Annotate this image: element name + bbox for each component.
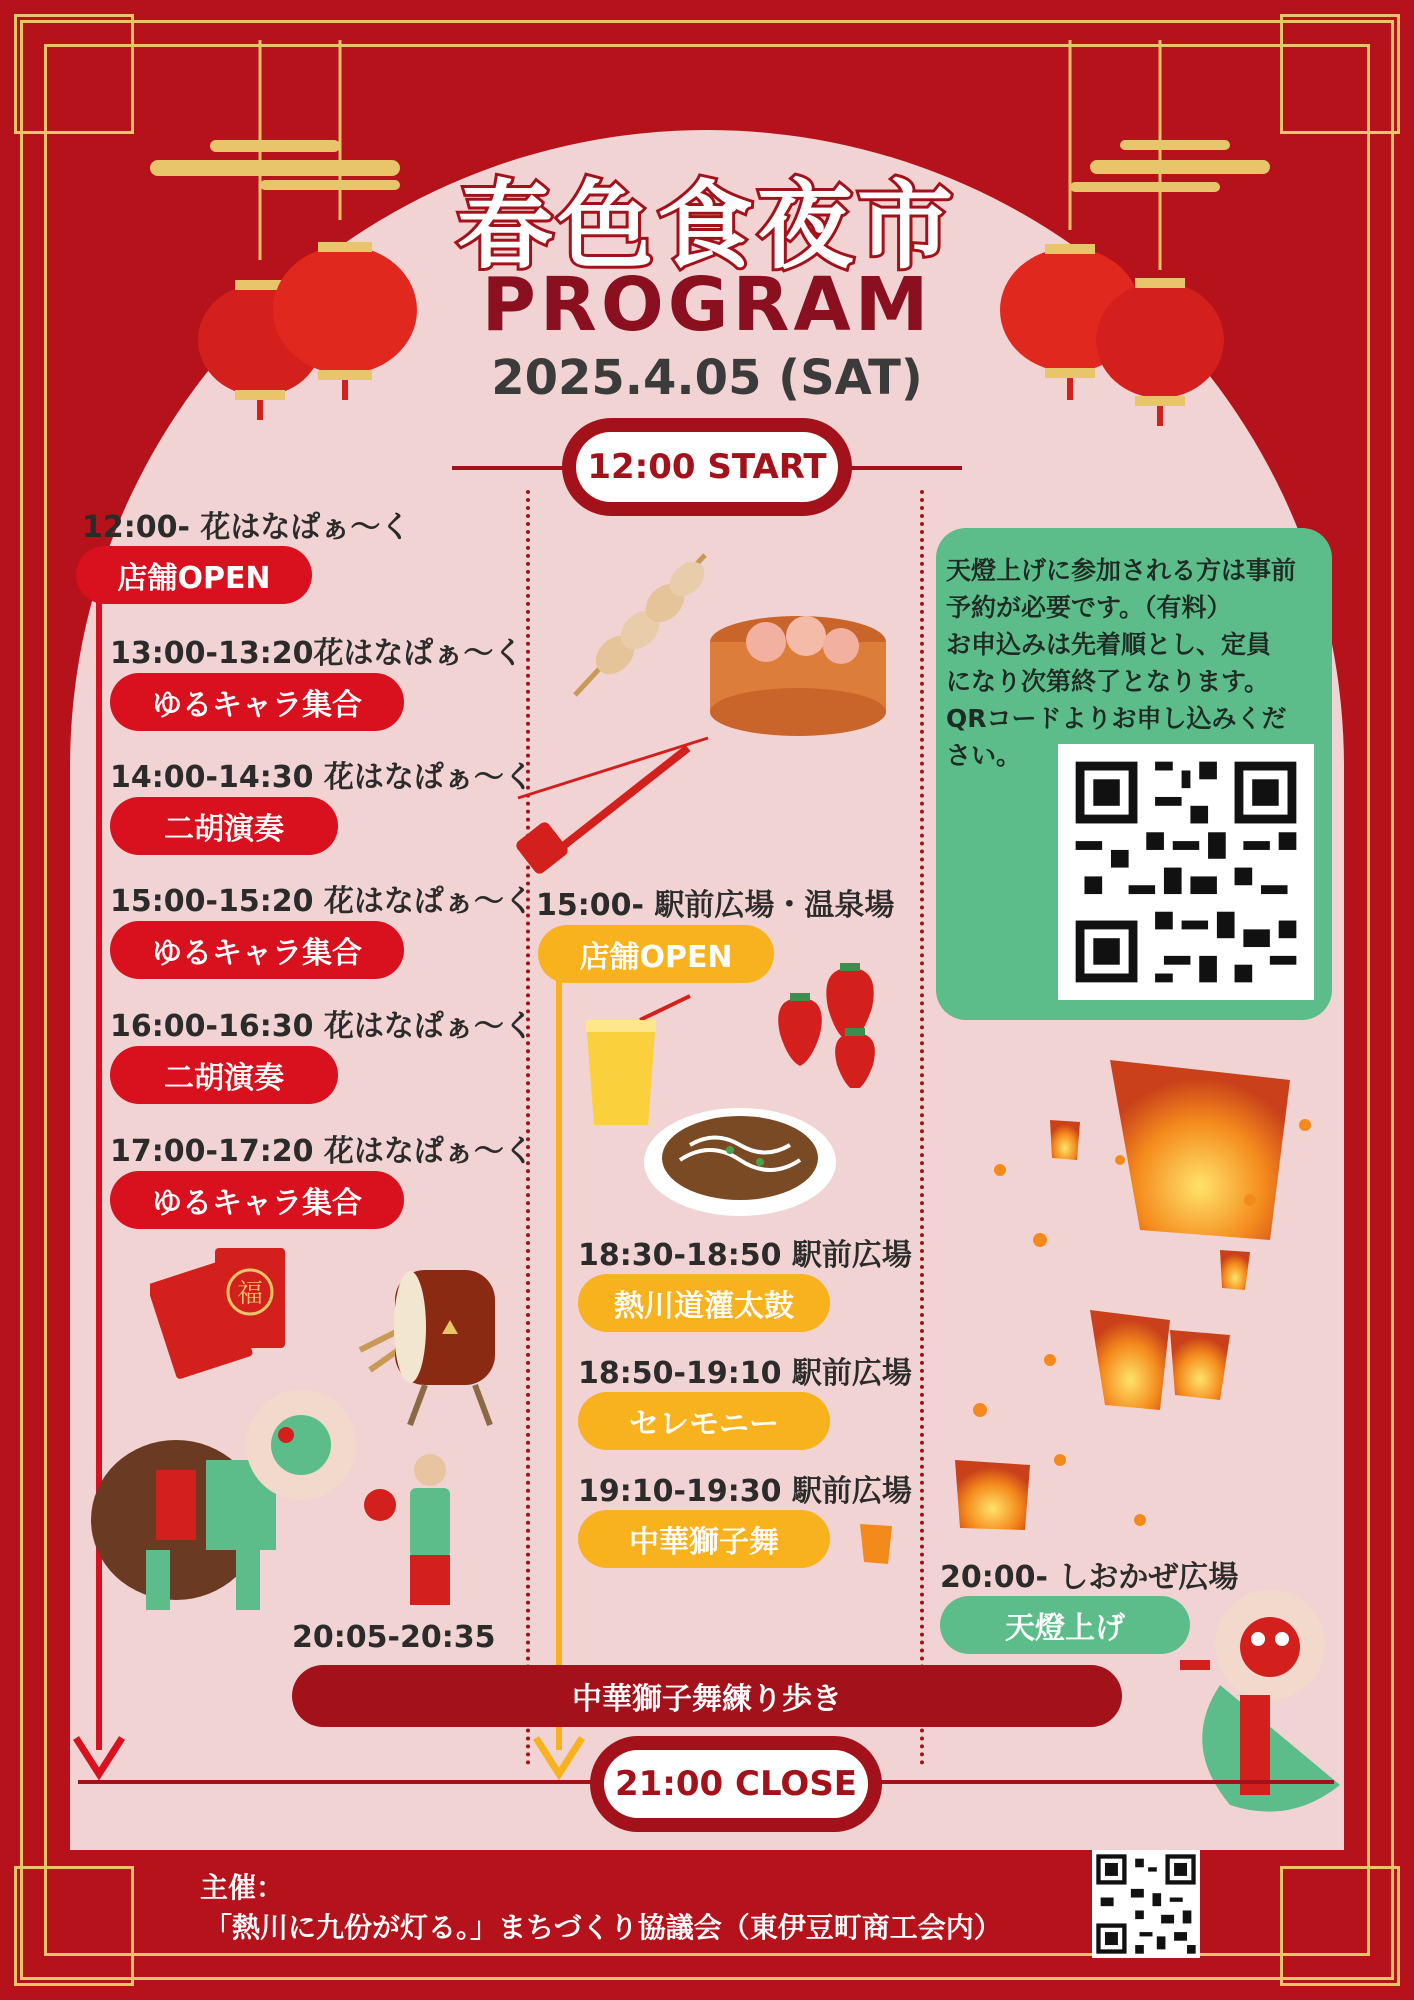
left-event-4-time: 16:00-16:30 花はなぱぁ～く bbox=[110, 1009, 534, 1044]
dancer-icon bbox=[360, 1450, 490, 1620]
close-badge bbox=[590, 1736, 882, 1832]
middle-timeline-arrow-icon bbox=[532, 1730, 586, 1780]
left-event-5-tag: ゆるキャラ集合 bbox=[110, 1171, 404, 1229]
left-event-3-time: 15:00-15:20 花はなぱぁ～く bbox=[110, 884, 534, 919]
dumpling-steamer-icon bbox=[706, 612, 891, 737]
strawberry-icon bbox=[770, 958, 890, 1088]
left-event-1-tag: ゆるキャラ集合 bbox=[110, 673, 404, 731]
left-event-3-tag: ゆるキャラ集合 bbox=[110, 921, 404, 979]
info-line-5: QRコードよりお申し込みくだ bbox=[946, 704, 1287, 733]
frame-corner-bottom-right bbox=[1280, 1866, 1400, 1986]
event-date: 2025.4.05 (SAT) bbox=[491, 350, 923, 406]
parade-bar: 中華獅子舞練り歩き bbox=[292, 1665, 1122, 1727]
right-event-tag: 天燈上げ bbox=[940, 1596, 1190, 1654]
okonomiyaki-icon bbox=[640, 1100, 840, 1220]
red-envelope-icon bbox=[150, 1240, 300, 1380]
left-event-5-time: 17:00-17:20 花はなぱぁ～く bbox=[110, 1134, 534, 1169]
middle-event-3-time: 19:10-19:30 駅前広場 bbox=[578, 1474, 912, 1509]
middle-event-3-tag: 中華獅子舞 bbox=[578, 1510, 830, 1568]
left-shop-open-tag: 店舗OPEN bbox=[76, 546, 312, 604]
parade-time: 20:05-20:35 bbox=[292, 1620, 496, 1655]
left-timeline-arrow-icon bbox=[72, 1730, 126, 1780]
skewer-icon bbox=[555, 545, 715, 705]
info-line-3: お申込みは先着順とし、定員 bbox=[946, 630, 1272, 659]
start-badge bbox=[562, 418, 852, 516]
start-label: 12:00 START bbox=[576, 432, 838, 502]
info-line-6: さい。 bbox=[946, 741, 1022, 770]
middle-intro-time: 15:00- 駅前広場・温泉場 bbox=[536, 888, 895, 923]
lion-dance-icon bbox=[86, 1370, 356, 1620]
info-line-4: になり次第終了となります。 bbox=[946, 667, 1270, 696]
middle-timeline-line bbox=[556, 980, 562, 1750]
middle-event-2-time: 18:50-19:10 駅前広場 bbox=[578, 1356, 912, 1391]
info-line-2: 予約が必要です。（有料） bbox=[946, 593, 1232, 622]
drum-icon bbox=[350, 1260, 510, 1430]
organizer-label: 主催： bbox=[200, 1871, 285, 1904]
frame-corner-top-left bbox=[14, 14, 134, 134]
organizer-name: 「熱川に九份が灯る。」まちづくり協議会（東伊豆町商工会内） bbox=[204, 1911, 1002, 1944]
erhu-icon bbox=[508, 728, 728, 878]
left-event-2-time: 14:00-14:30 花はなぱぁ～く bbox=[110, 760, 534, 795]
left-event-1-time: 13:00-13:20花はなぱぁ～く bbox=[110, 636, 524, 671]
left-intro-time: 12:00- 花はなぱぁ～く bbox=[82, 510, 411, 545]
left-event-2-tag: 二胡演奏 bbox=[110, 797, 338, 855]
middle-event-1-tag: 熱川道灌太鼓 bbox=[578, 1274, 830, 1332]
middle-shop-open-tag: 店舗OPEN bbox=[538, 925, 774, 983]
info-line-1: 天燈上げに参加される方は事前 bbox=[946, 556, 1297, 585]
sky-lantern-icon bbox=[940, 1050, 1340, 1570]
column-divider-right bbox=[920, 490, 924, 1766]
program-heading: PROGRAM bbox=[481, 262, 933, 348]
frame-corner-top-right bbox=[1280, 14, 1400, 134]
sky-lantern-icon bbox=[856, 1520, 896, 1568]
close-label: 21:00 CLOSE bbox=[604, 1750, 868, 1818]
reservation-qr-code-icon[interactable] bbox=[1058, 744, 1314, 1000]
event-title: 春色食夜市 bbox=[457, 170, 957, 282]
frame-corner-bottom-left bbox=[14, 1866, 134, 1986]
left-event-4-tag: 二胡演奏 bbox=[110, 1046, 338, 1104]
lion-dance-icon bbox=[1160, 1585, 1350, 1825]
fu-character: 福 bbox=[236, 1279, 264, 1309]
footer-qr-code-icon[interactable] bbox=[1092, 1850, 1200, 1958]
middle-event-1-time: 18:30-18:50 駅前広場 bbox=[578, 1238, 912, 1273]
right-event-time: 20:00- しおかぜ広場 bbox=[940, 1560, 1239, 1595]
middle-event-2-tag: セレモニー bbox=[578, 1392, 830, 1450]
